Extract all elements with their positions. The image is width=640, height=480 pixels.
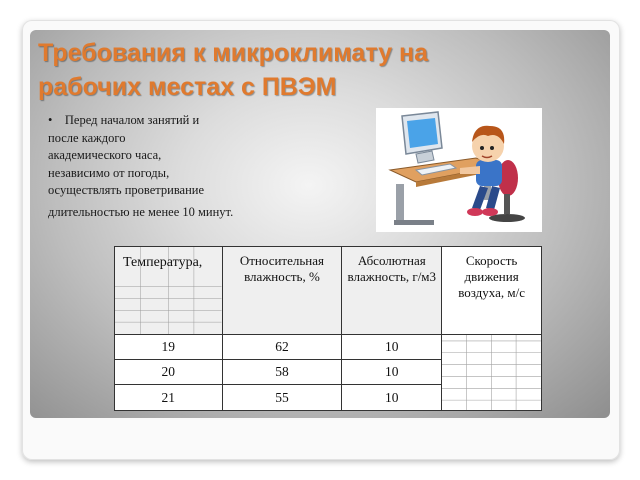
- slide-title: [38, 36, 598, 104]
- cell-temperature: 20: [115, 360, 223, 385]
- faint-inset-table: [442, 335, 542, 411]
- bullet-line-6: длительностью не менее 10 минут.: [48, 204, 234, 219]
- header-absolute-humidity: Абсолютная влажность, г/м3: [342, 247, 442, 335]
- cell-relative-humidity: 58: [222, 360, 342, 385]
- header-relative-humidity: Относительная влажность, %: [222, 247, 342, 335]
- boy-at-computer-icon: [376, 108, 542, 232]
- header-temperature-label: Температура,: [123, 255, 203, 270]
- cell-relative-humidity: 62: [222, 335, 342, 360]
- faint-inset-grid-icon: [442, 335, 541, 410]
- bullet-paragraph: [48, 112, 298, 221]
- cell-absolute-humidity: 10: [342, 335, 442, 360]
- title-line-2: рабочих местах с ПВЭМ: [38, 73, 337, 101]
- cell-relative-humidity: 55: [222, 385, 342, 411]
- bullet-line-3: академического часа,: [48, 148, 162, 162]
- bullet-line-4: независимо от погоды,: [48, 165, 170, 180]
- cell-temperature: 21: [115, 385, 223, 411]
- cell-absolute-humidity: 10: [342, 360, 442, 385]
- cell-absolute-humidity: 10: [342, 385, 442, 411]
- cell-temperature: 19: [115, 335, 223, 360]
- header-air-speed: Скорость движения воздуха, м/с: [442, 247, 542, 335]
- bullet-line-2: после каждого: [48, 130, 126, 145]
- bullet-line-5: осуществлять проветривание: [48, 183, 205, 197]
- header-temperature: [115, 247, 223, 335]
- table-row: [115, 335, 542, 360]
- bullet-icon: •: [48, 113, 53, 127]
- microclimate-table: [114, 246, 542, 410]
- boy-at-computer-clipart: [376, 108, 542, 232]
- title-line-1: Требования к микроклимату на: [38, 39, 429, 67]
- bullet-line-1: • Перед началом занятий и: [48, 113, 200, 127]
